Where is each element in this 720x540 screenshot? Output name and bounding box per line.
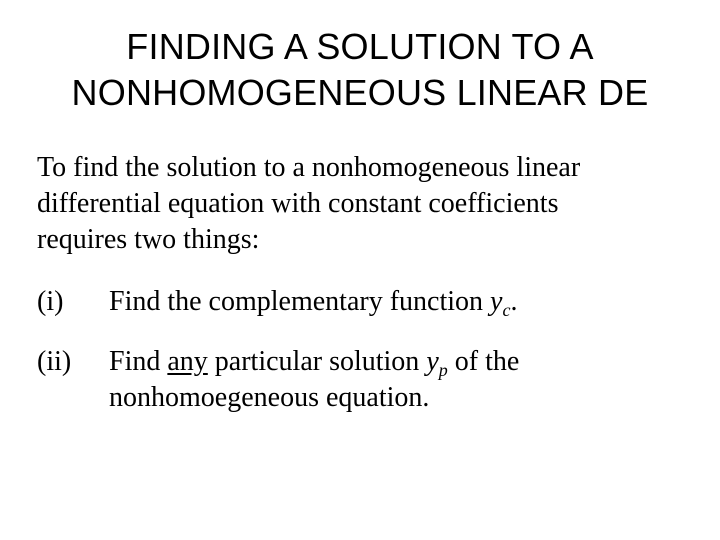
slide-title: [0, 24, 720, 116]
item-2-line-2: nonhomoegeneous equation.: [109, 382, 430, 413]
list-item-1: [37, 284, 697, 320]
item-2-emphasis: any: [167, 346, 208, 377]
title-line-2: NONHOMOGENEOUS LINEAR DE: [71, 72, 649, 113]
item-2-text-after: of the: [447, 346, 520, 377]
list-item-2: [37, 344, 697, 416]
item-2-subscript: p: [438, 360, 448, 380]
slide-body: [37, 150, 697, 413]
item-2-text-before: Find: [109, 346, 168, 377]
title-line-1: FINDING A SOLUTION TO A: [126, 26, 594, 67]
item-1-text-after: .: [510, 286, 518, 317]
list-marker-2: (ii): [37, 346, 72, 377]
list-marker-1: (i): [37, 286, 64, 317]
item-2-line-1: [109, 344, 697, 380]
item-2-text-mid: particular solution: [207, 346, 427, 377]
item-1-variable: y: [490, 286, 503, 317]
list-item-1-text: [109, 284, 697, 320]
list-item-2-text: [109, 344, 697, 416]
intro-line-3: requires two things:: [37, 224, 260, 255]
item-1-text-before: Find the complementary function: [109, 286, 491, 317]
item-2-variable: y: [426, 346, 439, 377]
intro-paragraph: [37, 150, 697, 258]
intro-line-2: differential equation with constant coefficients: [37, 188, 559, 219]
item-1-subscript: c: [502, 300, 511, 320]
intro-line-1: To find the solution to a nonhomogeneous linear: [37, 152, 581, 183]
